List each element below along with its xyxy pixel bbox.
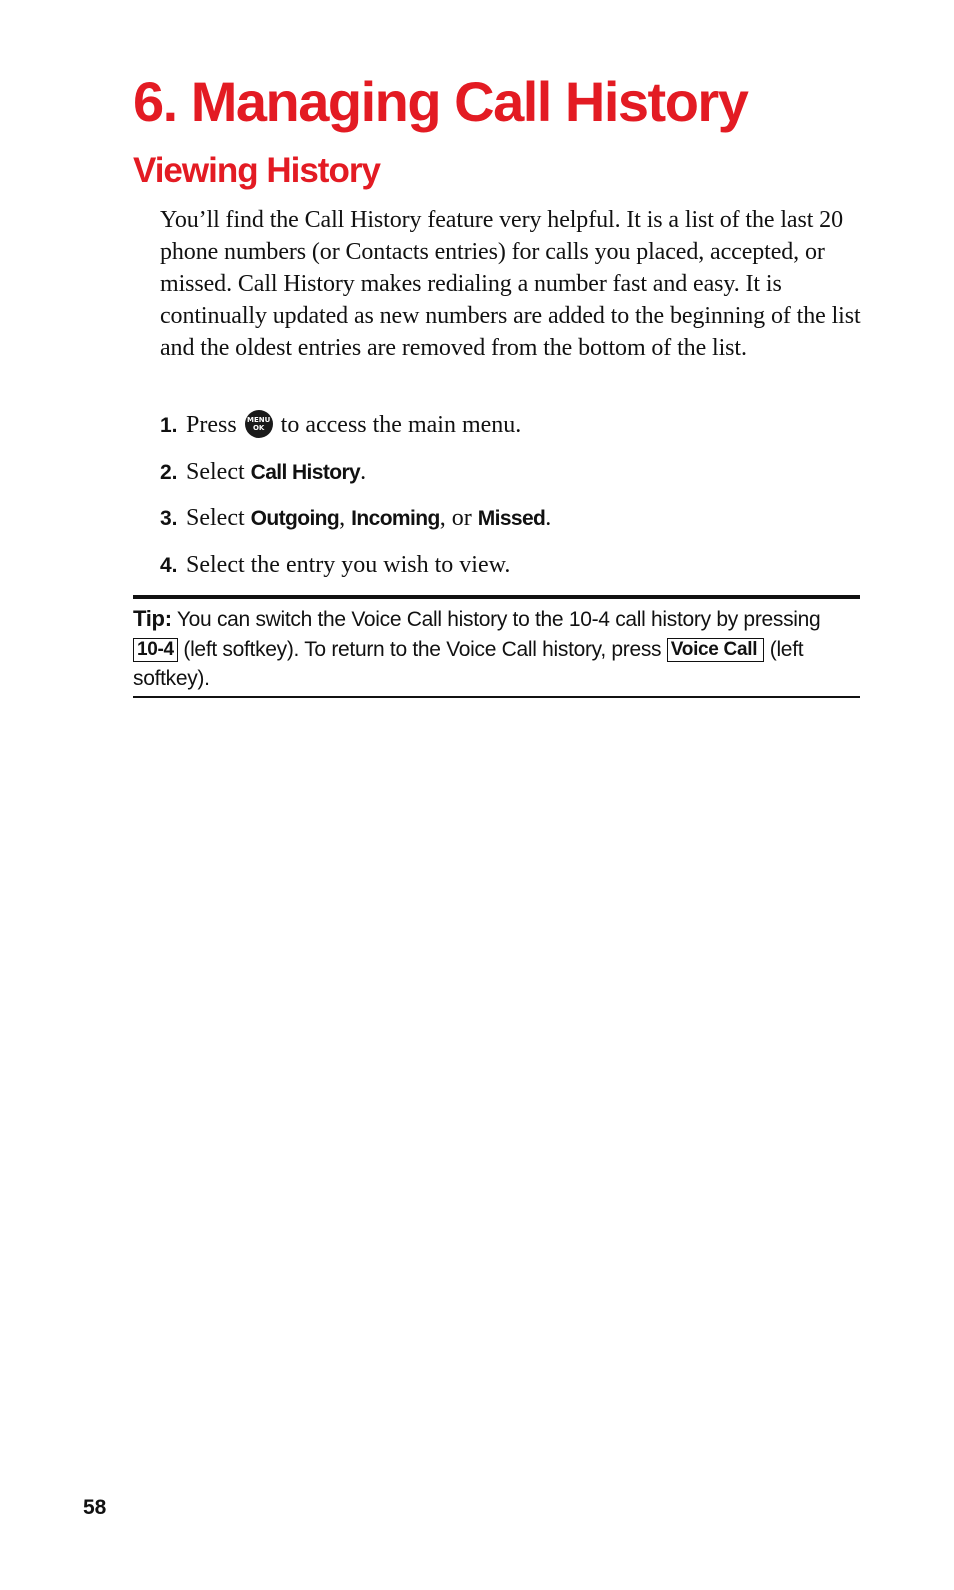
step-number: 1. <box>160 414 178 437</box>
step-punctuation: . <box>545 505 552 531</box>
step-text: Select the entry you wish to view. <box>186 551 511 578</box>
page-number: 58 <box>83 1496 107 1519</box>
chapter-title: 6. Managing Call History <box>133 70 748 133</box>
tip-box <box>133 595 860 698</box>
step-separator: , <box>339 505 346 531</box>
tip-label: Tip: <box>133 606 172 631</box>
tip-text-part: (left softkey). <box>133 637 804 690</box>
menu-ok-key-icon <box>245 410 273 438</box>
menu-term-outgoing: Outgoing <box>250 507 340 530</box>
menu-term-incoming: Incoming <box>351 507 440 530</box>
step-text: Select <box>186 505 245 531</box>
tip-text-part: (left softkey). To return to the Voice Call history, press <box>183 637 662 661</box>
menu-term-call-history: Call History <box>250 460 361 484</box>
intro-paragraph: You’ll find the Call History feature very helpful. It is a list of the last 20 phone numbers (or Contacts entries) for calls you placed, accepted, or missed. Call History makes redialing a number fast and easy. It is continually updated as new numbers are added to the beginning of the list and the oldest entries are removed from the bottom of the list. <box>160 207 861 361</box>
step-1 <box>160 409 860 456</box>
step-3 <box>160 502 860 549</box>
step-number: 4. <box>160 553 178 577</box>
tip-text-part: You can switch the Voice Call history to the 10-4 call history by pressing <box>176 608 821 631</box>
step-number: 3. <box>160 507 178 530</box>
menu-key-label: MENU <box>247 416 271 424</box>
step-2 <box>160 456 860 503</box>
step-text: Select <box>186 458 245 485</box>
step-4 <box>160 549 860 596</box>
softkey-10-4: 10-4 <box>133 638 178 662</box>
step-separator: , or <box>439 505 472 531</box>
softkey-voice-call: Voice Call <box>667 638 764 662</box>
ok-key-label: OK <box>252 424 265 432</box>
steps-list <box>160 409 860 595</box>
step-text: to access the main menu. <box>280 412 522 438</box>
tip-text <box>133 604 860 694</box>
step-text: Press <box>186 412 237 438</box>
menu-term-missed: Missed <box>477 507 546 530</box>
section-title: Viewing History <box>133 151 380 190</box>
step-number: 2. <box>160 460 178 484</box>
step-punctuation: . <box>360 458 367 485</box>
